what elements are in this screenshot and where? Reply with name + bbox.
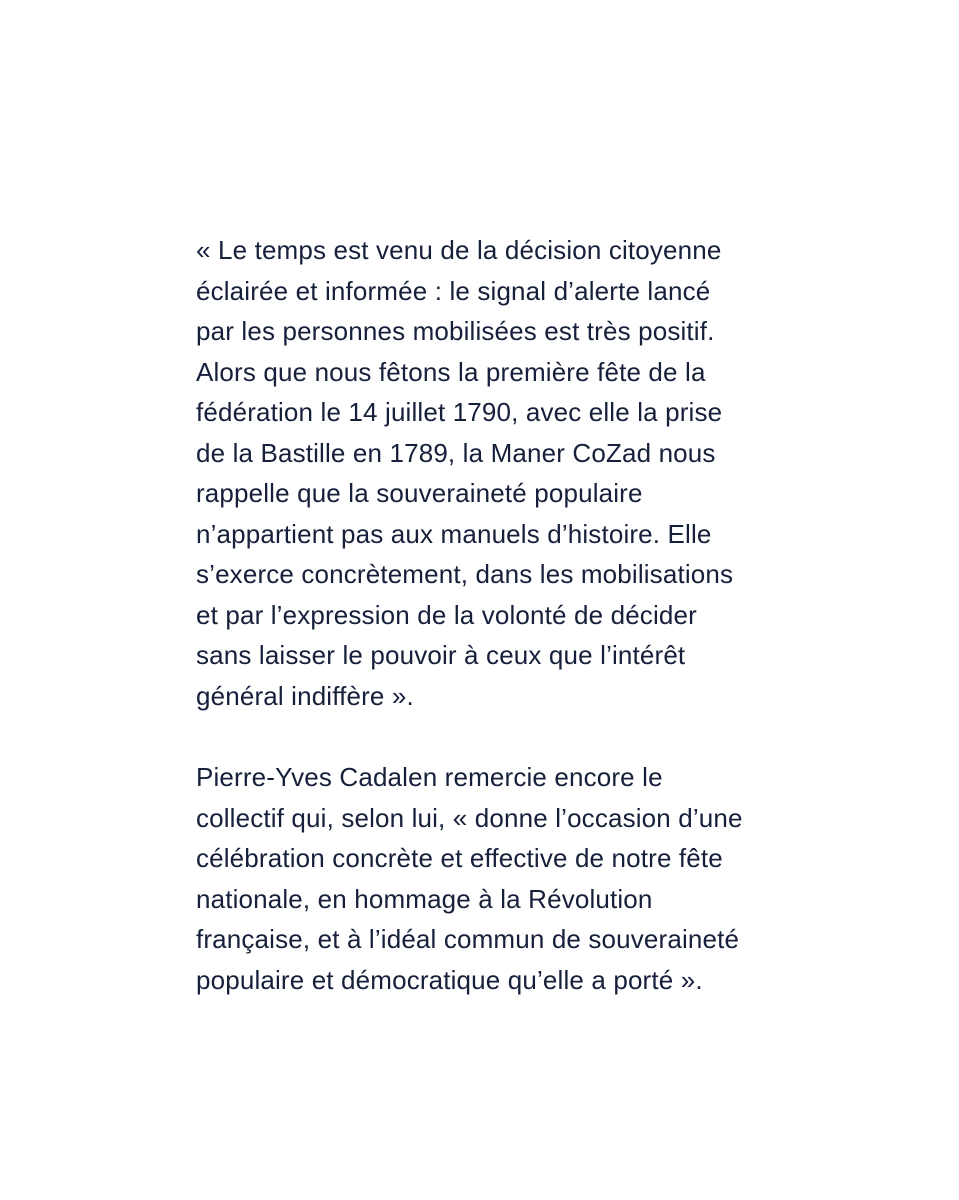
text-line: n’appartient pas aux manuels d’histoire. Elle [196,518,712,549]
text-line: « Le temps est venu de la décision citoyenne [196,235,722,265]
quote-paragraph [196,230,836,716]
text-line: général indiffère ». [196,680,414,711]
text-line: de la Bastille en 1789, la Maner CoZad nous [196,437,716,468]
text-line: populaire et démocratique qu’elle a porté ». [196,964,703,995]
text-line: Alors que nous fêtons la première fête de la [196,356,706,387]
text-line: française, et à l’idéal commun de souveraineté [196,924,740,954]
text-line: éclairée et informée : le signal d’alerte lancé [196,275,711,306]
text-line: rappelle que la souveraineté populaire [196,478,643,508]
attribution-paragraph [196,757,836,1000]
text-line: et par l’expression de la volonté de décider [196,599,697,630]
text-line: collectif qui, selon lui, « donne l’occasion d’une [196,802,743,833]
text-line: célébration concrète et effective de notre fête [196,843,723,873]
text-line: nationale, en hommage à la Révolution [196,883,653,914]
article-text [196,230,836,1000]
text-line: s’exerce concrètement, dans les mobilisations [196,559,734,589]
text-line: par les personnes mobilisées est très positif. [196,316,715,346]
text-line: sans laisser le pouvoir à ceux que l’intérêt [196,640,686,670]
text-line: Pierre-Yves Cadalen remercie encore le [196,762,663,792]
text-line: fédération le 14 juillet 1790, avec elle la prise [196,397,723,427]
